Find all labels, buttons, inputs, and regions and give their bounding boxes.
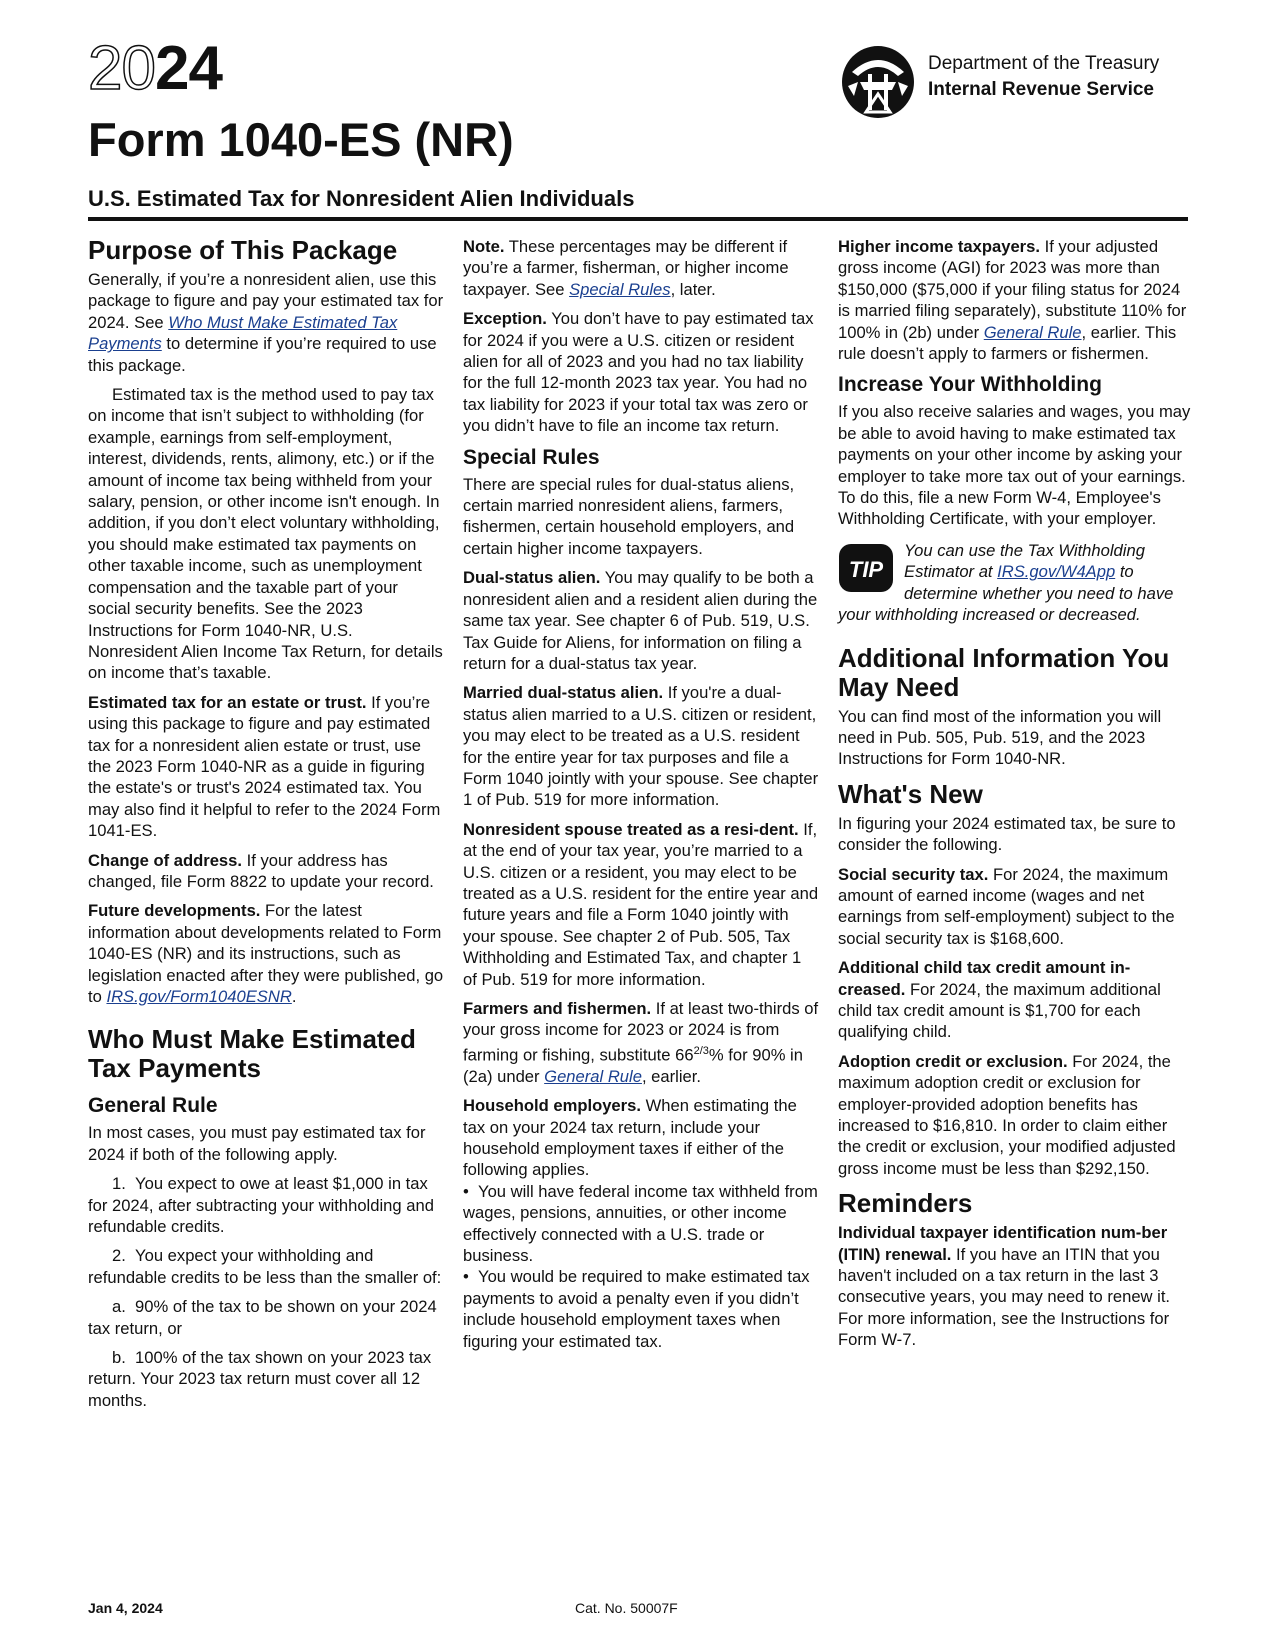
column-1: [88, 236, 444, 1419]
nonresident-spouse-paragraph: Nonresident spouse treated as a resi-dent. If, at the end of your tax year, you’re married to a U.S. citizen or a resident, you may elect to be treated as a U.S. resident for the entire year and future years and file a Form 1040 jointly with your spouse. See chapter 2 of Pub. 505, Tax Withholding and Estimated Tax, and chapter 1 of Pub. 519 for more information.: [463, 819, 819, 989]
increase-withholding-paragraph: If you also receive salaries and wages, you may be able to avoid having to make estimated tax payments on your other income by asking your employer to take more tax out of your earnings. To do this, file a new Form W-4, Employee's Withholding Certificate, with your employer.: [838, 402, 1191, 529]
change-address-paragraph: Change of address. If your address has changed, file Form 8822 to update your record.: [88, 850, 434, 891]
general-rule-intro: In most cases, you must pay estimated tax for 2024 if both of the following apply.: [88, 1123, 426, 1164]
whats-new-intro: In figuring your 2024 estimated tax, be sure to consider the following.: [838, 813, 1176, 855]
agency-name: Internal Revenue Service: [928, 79, 1154, 100]
catalog-number: Cat. No. 50007F: [575, 1600, 678, 1616]
irs-eagle-logo-icon: [838, 42, 918, 122]
link-who-must-make-payments[interactable]: Who Must Make Estimated Tax Payments: [88, 312, 398, 354]
header-rule: [88, 217, 1188, 221]
dual-status-paragraph: Dual-status alien. You may qualify to be both a nonresident alien and a resident alien during the same tax year. See chapter 6 of Pub. 519, U.S. Tax Guide for Aliens, for information on filing a return for a dual-status tax year.: [463, 568, 818, 673]
year-suffix: 24: [154, 34, 222, 103]
married-dual-status-paragraph: Married dual-status alien. If you're a dual-status alien married to a U.S. citizen or resident, you may elect to be treated as a U.S. resident for the entire year for tax purposes and file a Form 1040 jointly with your spouse. See chapter 1 of Pub. 519 for more information.: [463, 683, 819, 810]
general-rule-item-1: 1. You expect to owe at least $1,000 in tax for 2024, after subtracting your withholding and refundable credits.: [88, 1174, 434, 1237]
link-general-rule[interactable]: General Rule: [544, 1066, 642, 1086]
column-2: [463, 236, 819, 1352]
list-item: • You would be required to make estimated tax payments to avoid a penalty even if you didn’t include household employment taxes when figuring your estimated tax.: [463, 1267, 810, 1351]
heading-general-rule: General Rule: [88, 1094, 218, 1118]
general-rule-item-2: 2. You expect your withholding and refundable credits to be less than the smaller of:: [88, 1246, 442, 1287]
heading-purpose: Purpose of This Package: [88, 235, 398, 265]
purpose-paragraph: Generally, if you’re a nonresident alien, use this package to figure and pay your estimated tax for 2024. See Who Must Make Estimated Tax Payments to determine if you’re required to use this package.: [88, 270, 444, 375]
estimated-tax-paragraph: Estimated tax is the method used to pay tax on income that isn’t subject to withholding (for example, earnings from self-employment, interest, dividends, rents, alimony, etc.) or if the amount of income tax being withheld from your salary, pension, or other income isn't enough. In addition, if you don’t elect voluntary withholding, you should make estimated tax payments on other taxable income, such as unemployment compensation and the taxable part of your social security benefits. See the 2023 Instructions for Form 1040-NR, U.S. Nonresident Alien Income Tax Return, for details on income that’s taxable.: [88, 385, 443, 683]
child-tax-credit-paragraph: Additional child tax credit amount in-creased. For 2024, the maximum additional child tax credit amount is $1,700 for each qualifying child.: [838, 958, 1161, 1042]
link-special-rules[interactable]: Special Rules: [569, 279, 671, 299]
farmers-fishermen-paragraph: Farmers and fishermen. If at least two-thirds of your gross income for 2023 or 2024 is from farming or fishing, substitute $66^{2/3}\%$ for 90% in (2a) under General Rule, earlier.: [463, 999, 819, 1086]
heading-who-must: Who Must Make Estimated Tax Payments: [88, 1024, 416, 1084]
future-developments-paragraph: Future developments. For the latest information about developments related to Form 1040-ES (NR) and its instructions, such as legislation enacted after they were published, go to IRS.gov/Form1040ESNR.: [88, 901, 444, 1006]
higher-income-paragraph: Higher income taxpayers. If your adjusted gross income (AGI) for 2023 was more than $150,000 ($75,000 if your filing status for 2024 is married filing separately), substitute 110% for 100% in (2b) under General Rule, earlier. This rule doesn’t apply to farmers or fishermen.: [838, 237, 1187, 364]
form-title: Form 1040-ES (NR): [88, 113, 514, 166]
note-paragraph: Note. These percentages may be different if you’re a farmer, fisherman, or higher income taxpayer. See Special Rules, later.: [463, 237, 789, 299]
additional-info-paragraph: You can find most of the information you will need in Pub. 505, Pub. 519, and the 2023 Instructions for Form 1040-NR.: [838, 706, 1162, 769]
agency-department: Department of the Treasury: [928, 53, 1160, 74]
list-item: • You will have federal income tax withheld from wages, pensions, annuities, or other income effectively connected with a U.S. trade or business.: [463, 1181, 818, 1265]
heading-special-rules: Special Rules: [463, 445, 600, 469]
link-general-rule-2[interactable]: General Rule: [983, 322, 1082, 342]
heading-whats-new: What's New: [838, 778, 983, 809]
year-prefix: 20: [88, 34, 155, 103]
estate-trust-paragraph: Estimated tax for an estate or trust. If you’re using this package to figure and pay estimated tax for a nonresident alien estate or trust, use the 2023 Form 1040-NR as a guide in figuring the estate's or trust's 2024 estimated tax. You may also find it helpful to refer to the 2024 Form 1041-ES.: [88, 692, 441, 841]
link-irs-w4app[interactable]: IRS.gov/W4App: [997, 562, 1116, 582]
form-subtitle: U.S. Estimated Tax for Nonresident Alien Individuals: [88, 186, 635, 211]
tax-year: [88, 34, 222, 103]
household-employers-paragraph: Household employers. When estimating the tax on your 2024 tax return, include your household employment taxes if either of the following applies.: [463, 1096, 797, 1180]
heading-reminders: Reminders: [838, 1188, 973, 1219]
general-rule-item-b: b. 100% of the tax shown on your 2023 tax return. Your 2023 tax return must cover all 12 months.: [88, 1348, 432, 1410]
itin-renewal-paragraph: Individual taxpayer identification num-ber (ITIN) renewal. If you have an ITIN that you haven't included on a tax return in the last 3 consecutive years, you may need to renew it. For more information, see the Instructions for Form W-7.: [838, 1223, 1171, 1350]
link-irs-form1040esnr[interactable]: IRS.gov/Form1040ESNR: [106, 987, 292, 1006]
heading-additional-info: Additional Information You May Need: [838, 642, 1170, 702]
agency-block: [838, 42, 1178, 122]
adoption-credit-paragraph: Adoption credit or exclusion. For 2024, the maximum adoption credit or exclusion for employer-provided adoption benefits has increased to $16,810. In order to claim either the credit or exclusion, your modified adjusted gross income must be less than $292,150.: [838, 1051, 1176, 1178]
revision-date: Jan 4, 2024: [88, 1600, 163, 1616]
special-rules-intro: There are special rules for dual-status aliens, certain married nonresident aliens, farmers, fishermen, certain household employers, and certain higher income taxpayers.: [463, 474, 795, 558]
column-3: [838, 236, 1194, 1359]
heading-increase-withholding: Increase Your Withholding: [838, 373, 1102, 397]
social-security-paragraph: Social security tax. For 2024, the maximum amount of earned income (wages and net earnings from self-employment) subject to the social security tax is $168,600.: [838, 864, 1175, 948]
tip-icon: [838, 540, 896, 594]
tip-label: TIP: [848, 556, 884, 582]
exception-paragraph: Exception. You don’t have to pay estimated tax for 2024 if you were a U.S. citizen or resident alien for all of 2023 and you had no tax liability for the full 12-month 2023 tax year. You had no tax liability for 2023 if your total tax was zero or you didn’t have to file an income tax return.: [463, 309, 814, 436]
general-rule-item-a: a. 90% of the tax to be shown on your 2024 tax return, or: [88, 1297, 437, 1338]
tip-note: TIP You can use the Tax Withholding Estimator at IRS.gov/W4App to determine whether you need to have your withholding increased or decreased.: [838, 540, 1174, 625]
